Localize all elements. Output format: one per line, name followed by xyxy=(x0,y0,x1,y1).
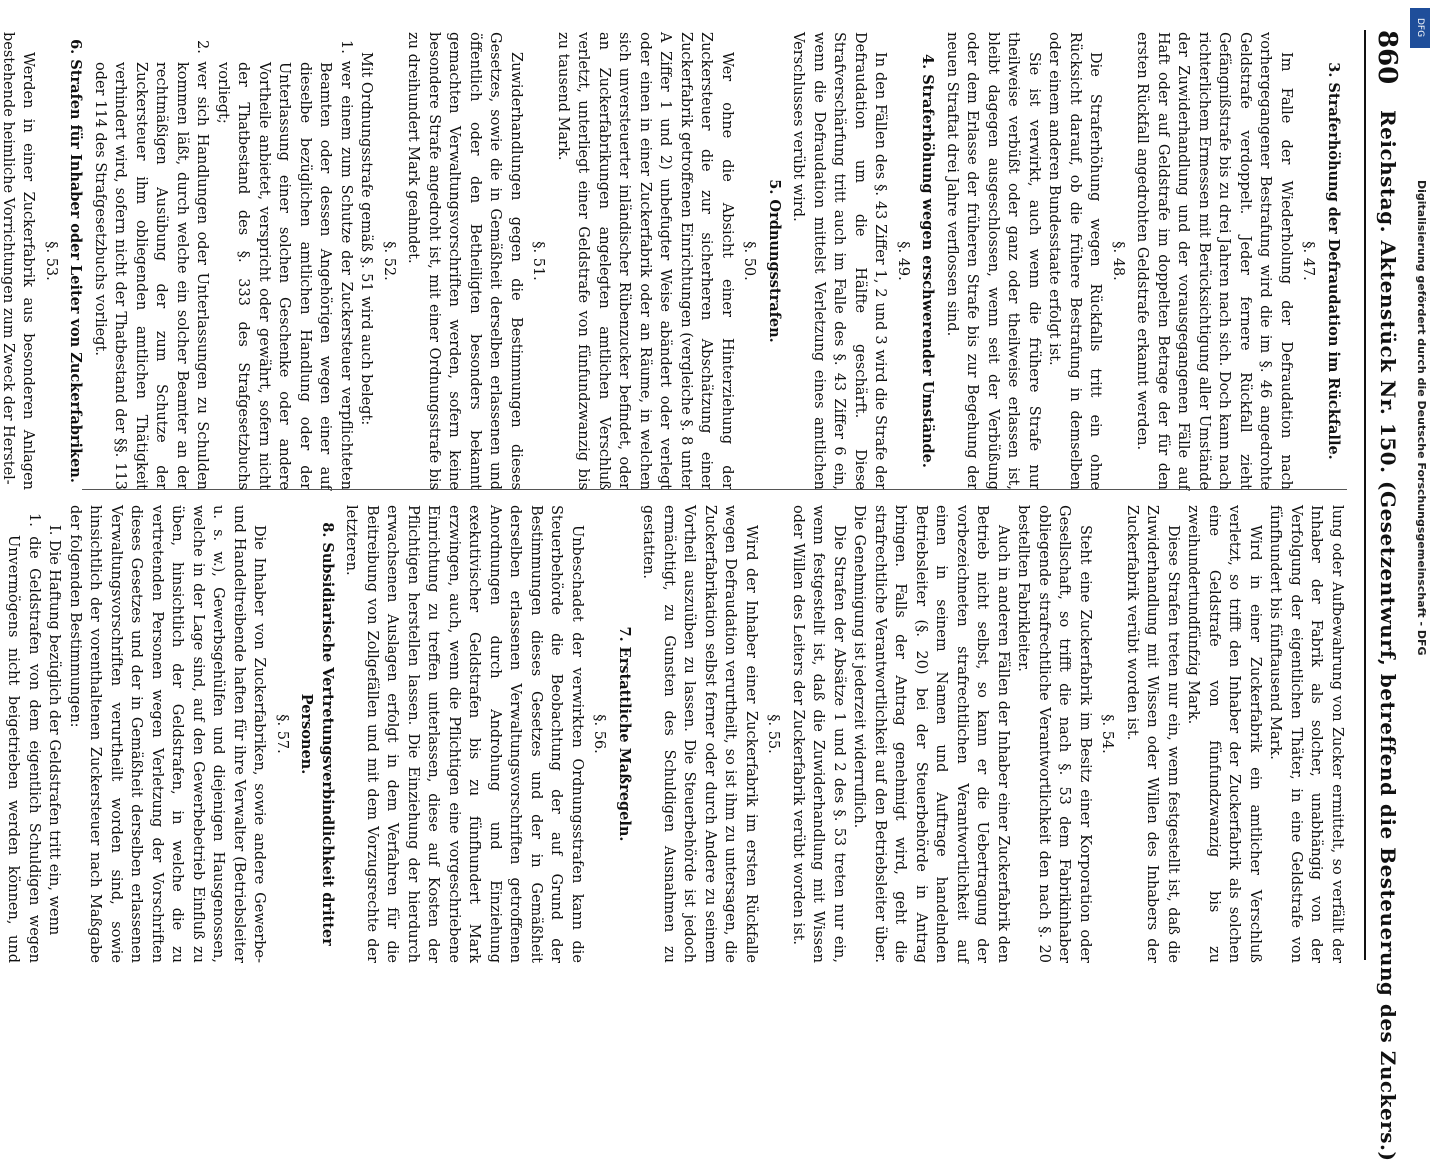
paragraph: Werden in einer Zuckerfabrik aus besonderen Anlagen bestehende heimliche Vorrichtungen zum Zweck der Herstel- xyxy=(0,32,37,490)
page-header xyxy=(1362,30,1402,1161)
dfg-badge: DFG xyxy=(1410,8,1430,48)
paragraph: Steht eine Zuckerfabrik im Besitz einer Korporation oder Gesellschaft, so trifft die nach §. 53 dem Fabrikinhaber obliegende strafrechtliche Verantwortlichkeit den nach §. 20 bestellten Fabrikleiter. xyxy=(1015,505,1093,963)
list-item: 1. wer einem zum Schutze der Zuckersteuer verpflichteten Beamten oder dessen Angehörigen wegen einer auf dieselbe bezüglichen amtlichen Handlung oder der Unterlassung einer solchen Geschenke oder andere Vortheile anbietet, verspricht oder gewährt, sofern nicht der Thatbestand des §. 333 des Strafgesetzbuchs vorliegt; xyxy=(215,40,354,490)
section-heading: 6. Strafen für Inhaber oder Leiter von Zuckerfabriken. xyxy=(67,39,85,483)
paragraph: Die Strafen der Absätze 1 und 2 des §. 53 treten nur ein, wenn festgestellt ist, daß die Zuwiderhandlung mit Wissen oder Willen des Leiters der Zuckerfabrik verübt worden ist. xyxy=(790,505,847,963)
paragraph: Im Falle der Wiederholung der Defraudation nach vorhergegangener Bestrafung wird die im §. 46 angedrohte Geldstrafe verdoppelt. Jeder fernere Rückfall zieht Gefängnißstrafe bis zu drei Jahren nach sich. Doch kann nach richterlichem Ermessen mit Berücksichtigung aller Umstände der Zuwiderhandlung und der vorausgegangenen Fälle auf Haft oder auf Geldstrafe im doppelten Betrage der für den ersten Rückfall angedrohten Geldstrafe erkannt werden. xyxy=(1134,32,1294,490)
paragraph-number: §. 51. xyxy=(530,241,547,281)
list-item: 2. wer sich Handlungen oder Unterlassungen zu Schulden kommen läßt, durch welche ein solcher Beamter an der rechtmäßigen Ausübung der zum Schutze der Zuckersteuer ihm obliegenden amtlichen Thätigkeit verhindert wird, sofern nicht der Thatbestand der §§. 113 oder 114 des Strafgesetzbuchs vorliegt. xyxy=(92,40,211,490)
paragraph-number: §. 54. xyxy=(1099,714,1116,754)
paragraph-number: §. 52. xyxy=(381,241,397,281)
paragraph: Wird der Inhaber einer Zuckerfabrik im ersten Rückfalle wegen Defraudation verurtheilt, so ist ihm zu untersagen, die Zuckerfabrikation selbst ferner oder durch Andere zu seinem Vortheil auszuüben zu lassen. Die Steuerbehörde ist jedoch ermächtigt, zu Gunsten des Schuldigen Ausnahmen zu gestatten. xyxy=(640,505,759,963)
section-heading: 5. Ordnungsstrafen. xyxy=(766,179,783,343)
right-column xyxy=(0,505,1347,963)
page-number: 860 xyxy=(1372,30,1402,85)
paragraph: Zuwiderhandlungen gegen die Bestimmungen dieses Gesetzes, sowie die in Gemäßheit derselben erlassenen und öffentlich oder den Betheiligten besonders bekannt gemachten Verwaltungsvorschriften werden, sofern keine besondere Strafe angedroht ist, mit einer Ordnungsstrafe bis zu dreihundert Mark geahndet. xyxy=(405,32,524,490)
paragraph-number: §. 50. xyxy=(741,241,758,281)
section-heading: 7. Erstattliche Maßregeln. xyxy=(616,626,633,842)
paragraph-number: §. 48. xyxy=(1110,241,1126,281)
digitization-note xyxy=(1414,180,1428,1000)
paragraph: In den Fällen des §. 43 Ziffer 1, 2 und 3 wird die Strafe der Defraudation um die Hälfte geschärft. Diese Strafverschärfung tritt auch im Falle des §. 43 Ziffer 6 ein, wenn die Defraudation mittelst Verletzung eines amtlichen Verschlusses verübt wird. xyxy=(790,32,889,490)
paragraph: Die Inhaber von Zuckerfabriken, sowie andere Gewerbe- und Handeltreibende haften für ihre Verwalter (Betriebsleiter u. s. w.), Gewerbsgehülfen und diejenigen Hausgenossen, welche in der Lage sind, auf den Gewerbebetrieb Einfluß zu üben, hinsichtlich der Geldstrafen, in welche die zu vertretenden Personen wegen Verletzung der Vorschriften dieses Gesetzes und der in Gemäßheit derselben erlassenen Verwaltungsvorschriften verurtheilt worden sind, sowie hinsichtlich der vorenthaltenen Zuckersteuer nach Maßgabe der folgenden Bestimmungen: xyxy=(67,505,268,963)
paragraph: Sie ist verwirkt, auch wenn die frühere Strafe nur theilweise verbüßt oder ganz oder theilweise erlassen ist, bleibt dagegen ausgeschlossen, wenn seit der Verbüßung oder dem Erlasse der früheren Strafe bis zur Begehung der neuen Straftat drei Jahre verflossen sind. xyxy=(944,32,1042,490)
paragraph-number: §. 49. xyxy=(895,241,911,281)
list-item: 1. die Geldstrafen von dem eigentlich Schuldigen wegen Unvermögens nicht beigetrieben werden können, und xyxy=(5,513,42,963)
header-rule xyxy=(1364,30,1366,960)
section-heading: 4. Straferhöhung wegen erschwerender Umstände. xyxy=(919,54,937,468)
paragraph: Die Straferhöhung wegen Rückfalls tritt ein ohne Rücksicht darauf, ob die frühere Bestrafung in demselben oder einem anderen Bundesstaate erfolgt ist. xyxy=(1046,32,1104,490)
digitization-note-text: Digitalisierung gefördert durch die Deutsche Forschungsgemeinschaft - DFG xyxy=(1415,180,1428,656)
paragraph: Wird in einer Zuckerfabrik ein amtlicher Verschluß verletzt, so trifft den Inhaber der Zuckerfabrik als solchen eine Geldstrafe von fünfundzwanzig bis zu zweihundertundfünfzig Mark. xyxy=(1185,505,1263,963)
paragraph-number: §. 53. xyxy=(43,241,59,281)
running-title: Reichstag. Aktenstück Nr. 150. (Gesetzentwurf, betreffend die Besteuerung des Zuckers.) xyxy=(1376,110,1400,1161)
paragraph: lung oder Aufbewahrung von Zucker ermittelt, so verfällt der Inhaber der Fabrik als solcher, unabhängig von der Verfolgung der eigentlichen Thäter, in eine Geldstrafe von fünfhundert bis fünftausend Mark. xyxy=(1267,505,1345,963)
paragraph-number: §. 56. xyxy=(591,714,608,754)
paragraph-number: §. 47. xyxy=(1300,241,1317,281)
paragraph-number: §. 57. xyxy=(274,714,290,754)
paragraph: I. Die Haftung bezüglich der Geldstrafen tritt ein, wenn xyxy=(46,525,63,936)
column-divider xyxy=(82,489,1347,490)
paragraph: Mit Ordnungsstrafe gemäß §. 51 wird auch belegt: xyxy=(358,52,375,426)
paragraph: Diese Strafen treten nur ein, wenn festgestellt ist, daß die Zuwiderhandlung mit Wissen oder Willen des Inhabers der Zuckerfabrik verübt worden ist. xyxy=(1124,505,1181,963)
section-heading: 8. Subsidiarische Vertretungsverbindlichkeit dritter Personen. xyxy=(298,522,336,946)
paragraph: Auch in anderen Fällen der Inhaber einer Zuckerfabrik den Betrieb nicht selbst, so kann er die Uebertragung der vorbezeichneten strafrechtlichen Verantwortlichkeit auf einen in seinem Namen und Auftrage handelnden Betriebsleiter (§. 20) bei der Steuerbehörde in Antrag bringen. Falls der Antrag genehmigt wird, geht die strafrechtliche Verantwortlichkeit auf den Betriebsleiter über. Die Genehmigung ist jederzeit widerruflich. xyxy=(851,505,1011,963)
section-heading: 3. Straferhöhung der Defraudation im Rückfalle. xyxy=(1325,62,1342,460)
left-column xyxy=(0,32,1347,490)
paragraph: Wer ohne die Absicht einer Hinterziehung der Zuckersteuer die zur sicherheren Abschätzung einer Zuckerfabrik getroffenen Einrichtungen (vergleiche §. 8 unter A Ziffer 1 und 2) unbefugter Weise abändert oder verlegt oder einen in einer Zuckerfabrik oder an Räume, in welchen sich unversteuerter inländischer Rübenzucker befindet, oder an Zuckerfabrikungen angelegten amtlichen Verschluß verletzt, unterliegt einer Geldstrafe von fünfundzwanzig bis zu tausend Mark. xyxy=(555,32,735,490)
paragraph: Unbeschadet der verwirkten Ordnungsstrafen kann die Steuerbehörde die Beobachtung der auf Grund der Bestimmungen dieses Gesetzes und der in Gemäßheit derselben erlassenen Verwaltungsvorschriften getroffenen Anordnungen durch Androhung und Einziehung exekutivischer Geldstrafen bis zu fünfhundert Mark erzwingen, auch, wenn die Pflichtigen eine vorgeschriebene Einrichtung zu treffen unterlassen, diese auf Kosten der Pflichtigen herstellen lassen. Die Einziehung der hierdurch erwachsenen Auslagen erfolgt in dem Verfahren für die Beitreibung von Zollgefällen und mit dem Vorzugsrechte der letzteren. xyxy=(343,505,585,963)
paragraph-number: §. 55. xyxy=(765,714,782,754)
